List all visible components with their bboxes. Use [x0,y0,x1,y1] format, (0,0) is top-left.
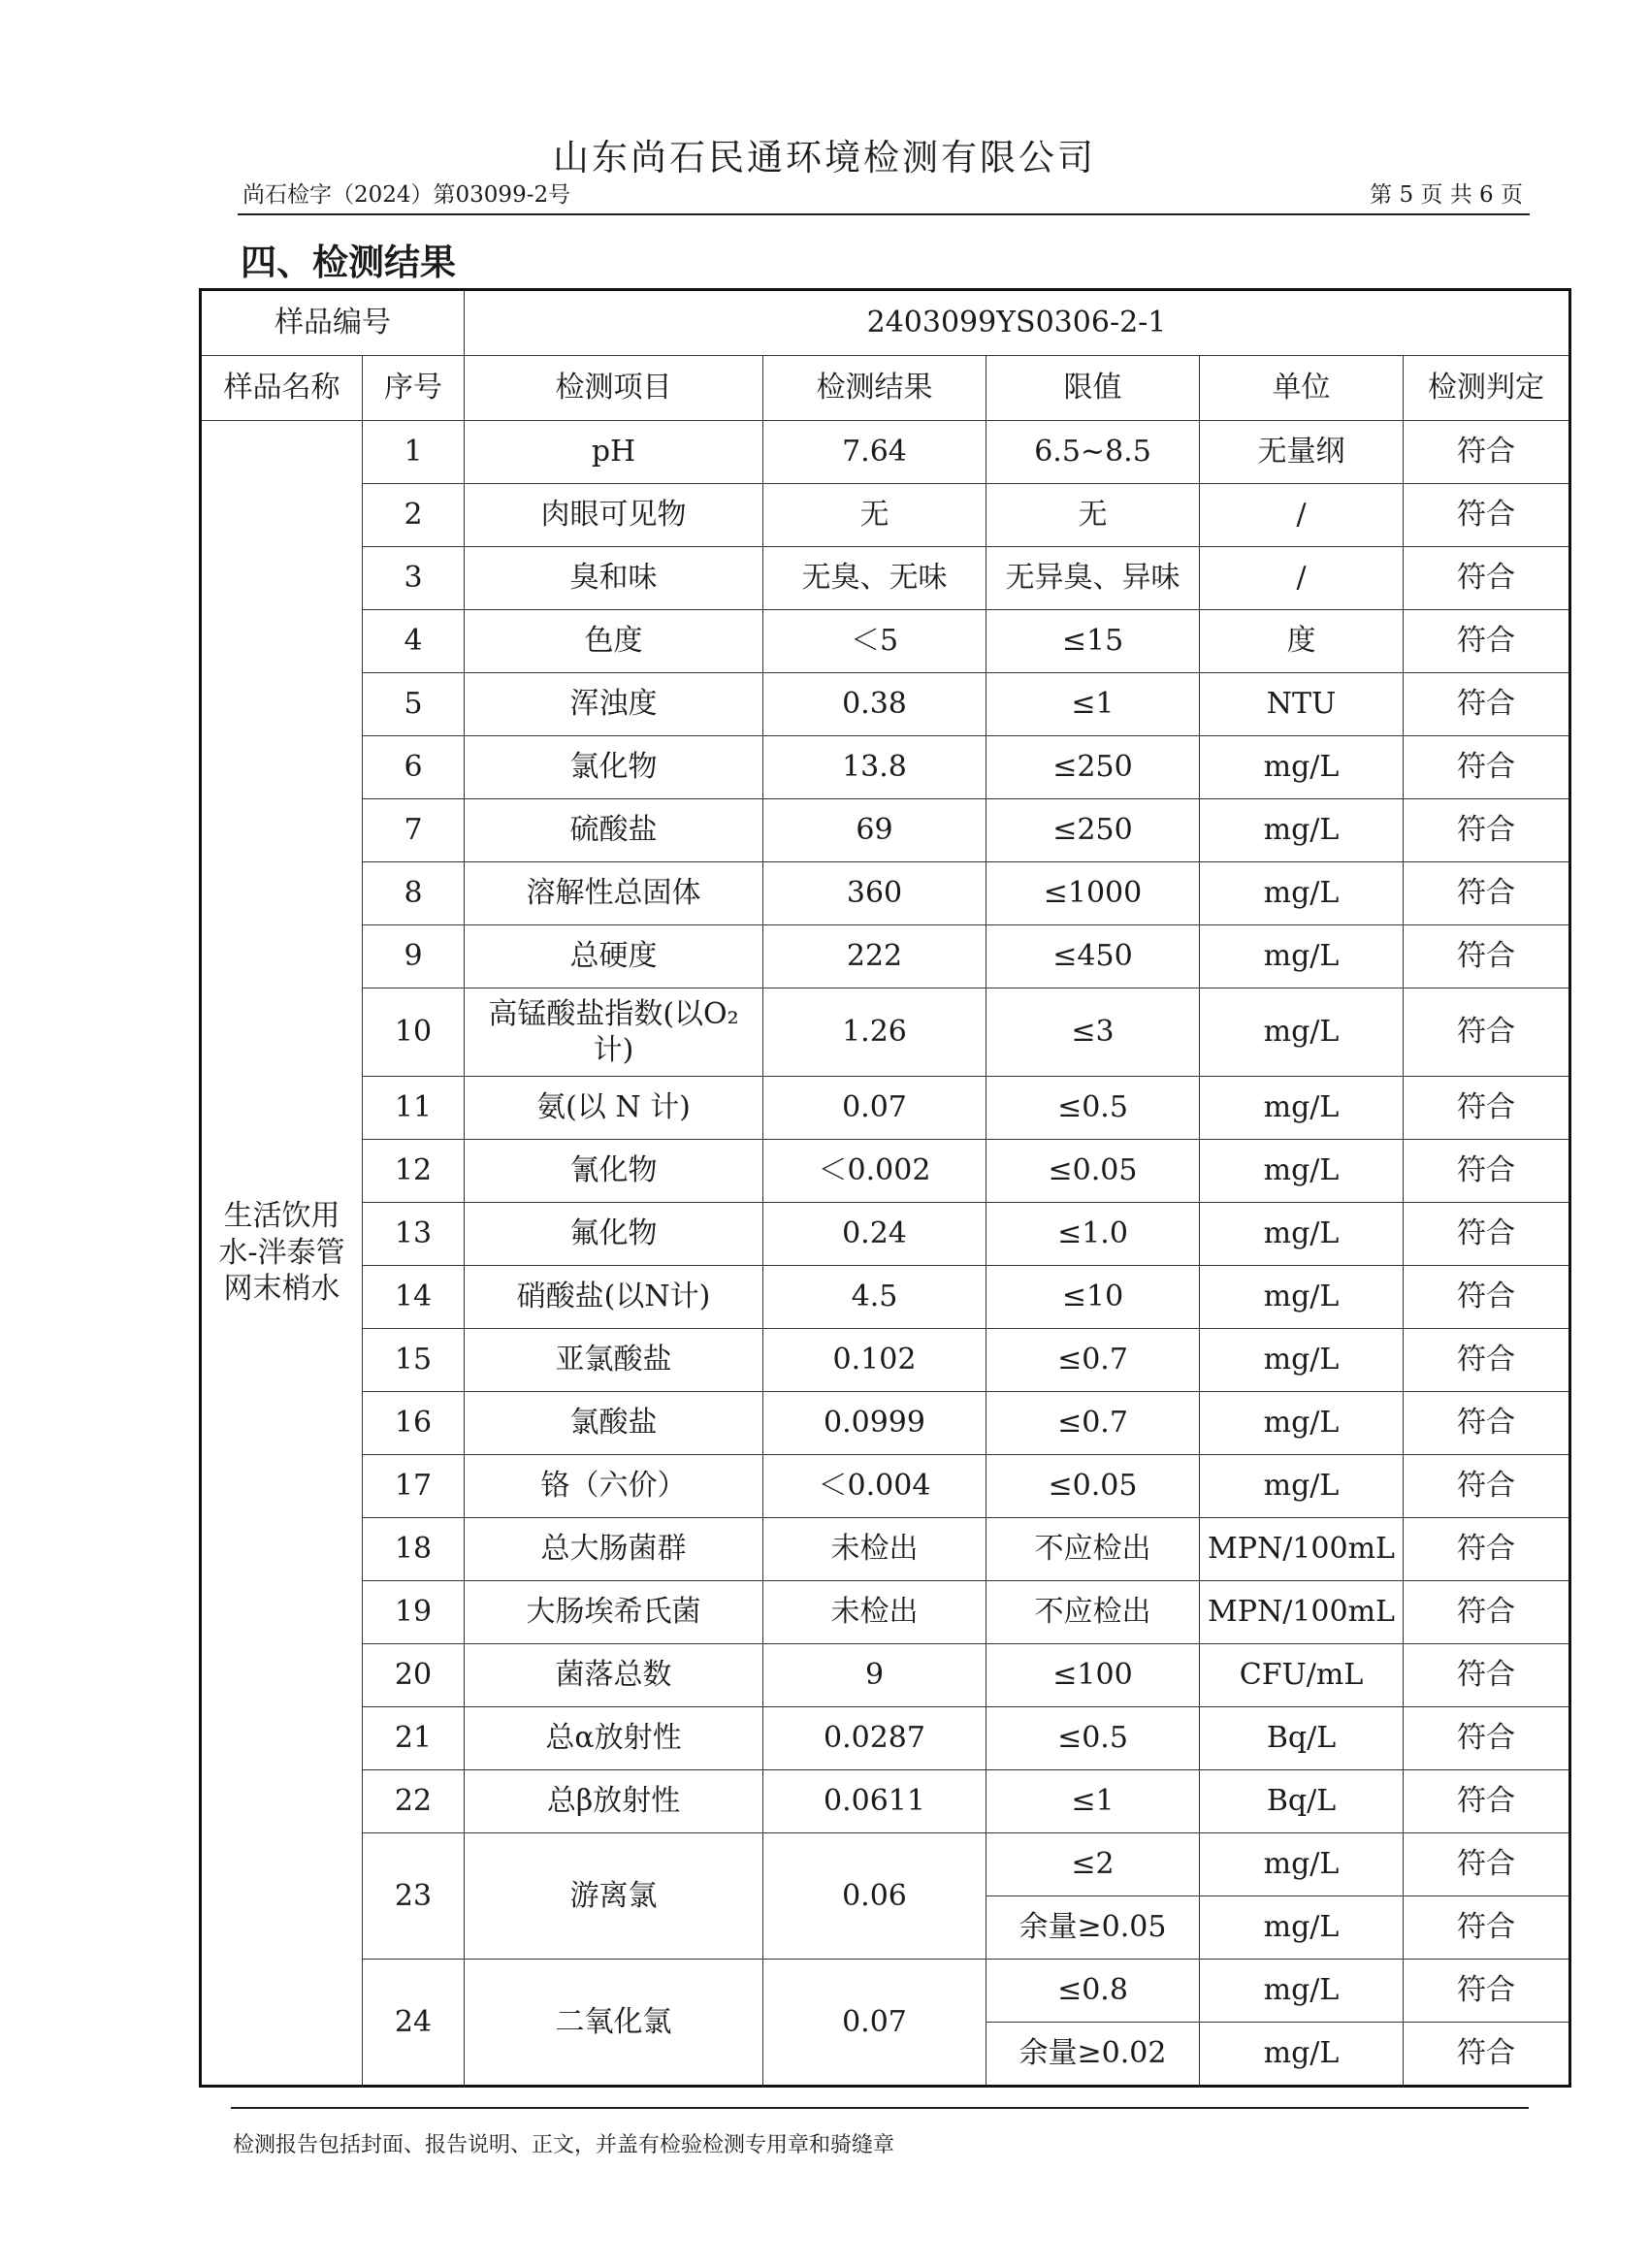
row-number: 13 [363,1203,465,1266]
unit: Bq/L [1200,1707,1404,1770]
unit: Bq/L [1200,1770,1404,1833]
verdict: 符合 [1404,1077,1570,1140]
table-row [201,862,1570,925]
table-row [201,925,1570,988]
table-row [201,547,1570,610]
test-item: 浑浊度 [465,673,763,736]
column-header-sample-name: 样品名称 [201,356,363,421]
verdict: 符合 [1404,1707,1570,1770]
unit: mg/L [1200,799,1404,862]
unit: 度 [1200,610,1404,673]
row-number: 9 [363,925,465,988]
limit-value: ≤250 [986,736,1200,799]
column-header-result: 检测结果 [763,356,986,421]
column-header-verdict: 检测判定 [1404,356,1570,421]
test-item: 总β放射性 [465,1770,763,1833]
test-result: 未检出 [763,1518,986,1581]
verdict: 符合 [1404,1960,1570,2023]
verdict: 符合 [1404,1329,1570,1392]
table-row [201,1140,1570,1203]
table-row [201,1581,1570,1644]
table-row [201,1770,1570,1833]
test-item: 高锰酸盐指数(以O₂计) [465,988,763,1077]
verdict: 符合 [1404,1770,1570,1833]
row-number: 7 [363,799,465,862]
test-item: 氯化物 [465,736,763,799]
unit: mg/L [1200,1833,1404,1896]
limit-value: 无 [986,484,1200,547]
row-number: 11 [363,1077,465,1140]
limit-value: ≤0.7 [986,1329,1200,1392]
unit: mg/L [1200,2023,1404,2087]
row-number: 3 [363,547,465,610]
limit-value: ≤100 [986,1644,1200,1707]
test-result: 0.24 [763,1203,986,1266]
limit-value: ≤2 [986,1833,1200,1896]
test-item: 菌落总数 [465,1644,763,1707]
limit-value: 不应检出 [986,1518,1200,1581]
footer-note: 检测报告包括封面、报告说明、正文，并盖有检验检测专用章和骑缝章 [233,2133,895,2157]
row-number: 2 [363,484,465,547]
table-row [201,1644,1570,1707]
verdict: 符合 [1404,610,1570,673]
unit: mg/L [1200,862,1404,925]
row-number: 5 [363,673,465,736]
test-result: 无 [763,484,986,547]
unit: mg/L [1200,1896,1404,1960]
unit: mg/L [1200,1203,1404,1266]
unit: mg/L [1200,988,1404,1077]
verdict: 符合 [1404,1833,1570,1896]
row-number: 1 [363,421,465,484]
verdict: 符合 [1404,1581,1570,1644]
results-table [199,288,1571,2088]
test-result: 222 [763,925,986,988]
limit-value: ≤450 [986,925,1200,988]
test-result: 4.5 [763,1266,986,1329]
unit: mg/L [1200,1140,1404,1203]
unit: MPN/100mL [1200,1518,1404,1581]
row-number: 18 [363,1518,465,1581]
table-row [201,736,1570,799]
test-result: 69 [763,799,986,862]
table-row [201,484,1570,547]
test-item: 溶解性总固体 [465,862,763,925]
unit: mg/L [1200,1392,1404,1455]
row-number: 16 [363,1392,465,1455]
test-item: 氟化物 [465,1203,763,1266]
limit-value: ≤0.8 [986,1960,1200,2023]
row-number: 17 [363,1455,465,1518]
unit: MPN/100mL [1200,1581,1404,1644]
verdict: 符合 [1404,1644,1570,1707]
test-item: 亚氯酸盐 [465,1329,763,1392]
table-row [201,988,1570,1077]
test-result: 0.0287 [763,1707,986,1770]
row-number: 23 [363,1833,465,1960]
row-number: 14 [363,1266,465,1329]
test-item: 色度 [465,610,763,673]
table-row [201,1203,1570,1266]
unit: mg/L [1200,736,1404,799]
limit-value: ≤0.05 [986,1140,1200,1203]
column-header-unit: 单位 [1200,356,1404,421]
table-row [201,421,1570,484]
column-header-no: 序号 [363,356,465,421]
test-item: 游离氯 [465,1833,763,1960]
limit-value: ≤0.05 [986,1455,1200,1518]
limit-value: 余量≥0.02 [986,2023,1200,2087]
test-item: pH [465,421,763,484]
verdict: 符合 [1404,484,1570,547]
test-result: 1.26 [763,988,986,1077]
verdict: 符合 [1404,673,1570,736]
test-result: ＜0.004 [763,1455,986,1518]
table-row [201,1455,1570,1518]
table-row [201,1266,1570,1329]
sample-name-cell: 生活饮用水-泮泰管网末梢水 [201,421,363,2087]
report-number: 尚石检字（2024）第03099-2号 [242,182,571,208]
page-indicator: 第 5 页 共 6 页 [1370,182,1523,208]
row-number: 24 [363,1960,465,2087]
row-number: 6 [363,736,465,799]
limit-value: 余量≥0.05 [986,1896,1200,1960]
test-item: 总硬度 [465,925,763,988]
test-result: 0.0611 [763,1770,986,1833]
test-result: 360 [763,862,986,925]
test-item: 二氧化氯 [465,1960,763,2087]
test-result: 0.102 [763,1329,986,1392]
unit: mg/L [1200,925,1404,988]
table-row [201,673,1570,736]
limit-value: ≤1.0 [986,1203,1200,1266]
row-number: 21 [363,1707,465,1770]
limit-value: ≤0.5 [986,1707,1200,1770]
verdict: 符合 [1404,1896,1570,1960]
test-item: 铬（六价） [465,1455,763,1518]
test-item: 总大肠菌群 [465,1518,763,1581]
limit-value: 无异臭、异味 [986,547,1200,610]
row-number: 22 [363,1770,465,1833]
test-result: 0.07 [763,1960,986,2087]
verdict: 符合 [1404,1455,1570,1518]
verdict: 符合 [1404,1518,1570,1581]
unit: mg/L [1200,1960,1404,2023]
limit-value: ≤1000 [986,862,1200,925]
test-item: 氯酸盐 [465,1392,763,1455]
verdict: 符合 [1404,1266,1570,1329]
test-item: 大肠埃希氏菌 [465,1581,763,1644]
table-row [201,1960,1570,2023]
test-item: 氰化物 [465,1140,763,1203]
test-result: 13.8 [763,736,986,799]
test-result: 0.0999 [763,1392,986,1455]
verdict: 符合 [1404,988,1570,1077]
verdict: 符合 [1404,799,1570,862]
test-item: 氨(以 N 计) [465,1077,763,1140]
unit: / [1200,547,1404,610]
test-result: ＜5 [763,610,986,673]
limit-value: ≤1 [986,673,1200,736]
row-number: 15 [363,1329,465,1392]
verdict: 符合 [1404,925,1570,988]
test-item: 肉眼可见物 [465,484,763,547]
limit-value: ≤3 [986,988,1200,1077]
row-number: 4 [363,610,465,673]
table-row [201,799,1570,862]
limit-value: ≤0.7 [986,1392,1200,1455]
unit: / [1200,484,1404,547]
table-row [201,1077,1570,1140]
unit: mg/L [1200,1266,1404,1329]
verdict: 符合 [1404,736,1570,799]
test-result: 无臭、无味 [763,547,986,610]
verdict: 符合 [1404,1140,1570,1203]
verdict: 符合 [1404,862,1570,925]
test-result: 未检出 [763,1581,986,1644]
limit-value: ≤10 [986,1266,1200,1329]
test-item: 臭和味 [465,547,763,610]
test-result: 0.38 [763,673,986,736]
row-number: 8 [363,862,465,925]
table-row [201,1707,1570,1770]
limit-value: ≤250 [986,799,1200,862]
column-header-item: 检测项目 [465,356,763,421]
verdict: 符合 [1404,1203,1570,1266]
unit: mg/L [1200,1329,1404,1392]
column-header-limit: 限值 [986,356,1200,421]
unit: 无量纲 [1200,421,1404,484]
row-number: 19 [363,1581,465,1644]
sample-id-value: 2403099YS0306-2-1 [465,290,1570,356]
section-title: 四、检测结果 [241,241,456,283]
test-item: 总α放射性 [465,1707,763,1770]
verdict: 符合 [1404,2023,1570,2087]
unit: mg/L [1200,1455,1404,1518]
limit-value: ≤15 [986,610,1200,673]
verdict: 符合 [1404,547,1570,610]
table-row [201,1518,1570,1581]
test-result: ＜0.002 [763,1140,986,1203]
row-number: 10 [363,988,465,1077]
limit-value: ≤0.5 [986,1077,1200,1140]
table-row [201,1329,1570,1392]
test-result: 9 [763,1644,986,1707]
footer-divider [231,2107,1529,2109]
unit: mg/L [1200,1077,1404,1140]
verdict: 符合 [1404,421,1570,484]
limit-value: ≤1 [986,1770,1200,1833]
row-number: 12 [363,1140,465,1203]
company-name: 山东尚石民通环境检测有限公司 [553,137,1096,178]
sample-id-label: 样品编号 [201,290,465,356]
unit: NTU [1200,673,1404,736]
table-row [201,1392,1570,1455]
limit-value: 6.5~8.5 [986,421,1200,484]
table-row [201,610,1570,673]
limit-value: 不应检出 [986,1581,1200,1644]
test-item: 硝酸盐(以N计) [465,1266,763,1329]
header-divider [238,213,1530,215]
test-item: 硫酸盐 [465,799,763,862]
test-result: 0.06 [763,1833,986,1960]
test-result: 7.64 [763,421,986,484]
verdict: 符合 [1404,1392,1570,1455]
unit: CFU/mL [1200,1644,1404,1707]
row-number: 20 [363,1644,465,1707]
table-row [201,1833,1570,1896]
test-result: 0.07 [763,1077,986,1140]
